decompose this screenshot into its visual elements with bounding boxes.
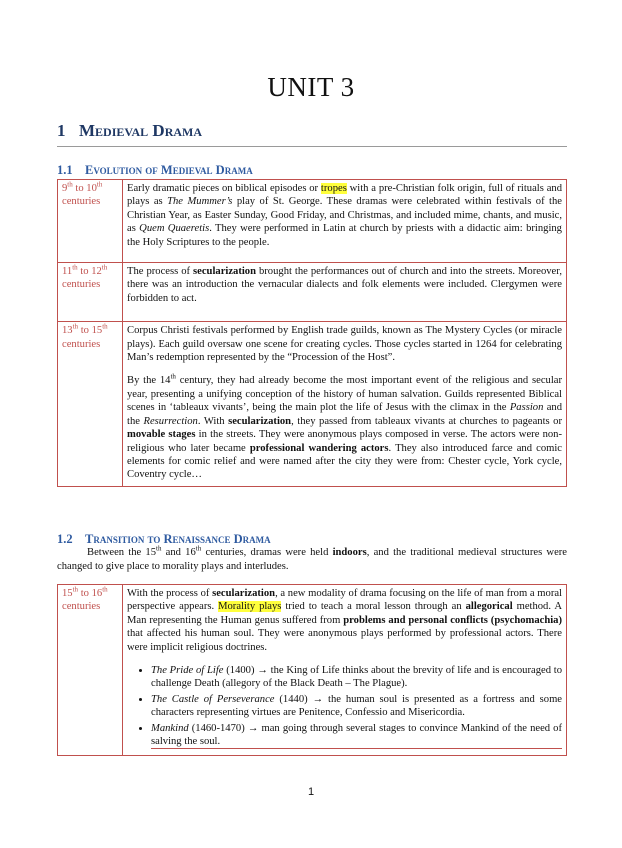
- morality-plays-list: [127, 664, 562, 749]
- period-cell: 15th to 16th centuries: [58, 585, 123, 756]
- subsection-number: 1.1: [57, 163, 73, 177]
- description-cell: The process of secularization brought the performances out of church and into the streets. Moreover, there was an introduction the vernacular dialects and folk elements were included. Clergymen were forbidden to act.: [123, 263, 567, 322]
- period-cell: 11th to 12th centuries: [58, 263, 123, 322]
- subsection-heading-transition: [57, 532, 271, 547]
- description-cell: [123, 585, 567, 756]
- list-item: • The Pride of Life (1400) → the King of Life thinks about the brevity of life and is encouraged to challenge Death (allegory of the Black Death – The Plague).: [151, 664, 562, 691]
- section-heading-medieval-drama: [57, 121, 567, 147]
- transition-table: [57, 584, 567, 756]
- list-item: • The Castle of Perseverance (1440) → the human soul is presented as a fortress and some characters representing virtues are Penitence, Confessio and Misericordia.: [151, 693, 562, 720]
- table-row: [58, 180, 567, 263]
- section-number: 1: [57, 121, 66, 140]
- paragraph: By the 14th century, they had already become the most important event of the religious and secular year, presenting a unifying conception of the history of human salvation. Guilds represented Biblical scenes in ‘tableaux vivants’, being the main plot the life of Jesus with the climax in the Passion and the Resurrection. With secularization, they passed from tableaux vivants at churches to pageants or movable stages in the streets. They were anonymous plays composed in verse. The actors were non-religious who later became professional wandering actors. They also introduced farce and comic elements for comic relief and were named after the city they were from: Chester cycle, York cycle, Coventry cycle…: [127, 372, 563, 481]
- evolution-table: [57, 179, 567, 487]
- paragraph: With the process of secularization, a new modality of drama focusing on the life of man from a moral perspective appears. Morality plays tried to teach a moral lesson through an allegorical method. A Man representing the Human genus suffered from problems and personal conflicts (psychomachia) that affected his human soul. They were anonymous plays performed by professional actors. There were implicit religious doctrines.: [127, 588, 563, 653]
- highlighted-term: Morality plays: [218, 601, 282, 613]
- subsection-number: 1.2: [57, 532, 73, 546]
- section-title: Medieval Drama: [79, 121, 203, 140]
- transition-intro: Between the 15th and 16th centuries, dramas were held indoors, and the traditional medieval structures were changed to give place to morality plays and interludes.: [57, 544, 567, 572]
- list-item: • Mankind (1460-1470) → man going through several stages to convince Mankind of the need of salving the soul.: [151, 722, 562, 750]
- page-number: 1: [307, 786, 315, 798]
- table-row: [58, 263, 567, 322]
- description-cell: Early dramatic pieces on biblical episodes or tropes with a pre-Christian folk origin, full of rituals and plays as The Mummer’s play of St. George. These dramas were celebrated within festivals of the Christian Year, as Easter Sunday, Good Friday, and Christmas, and included mime, chants, and music, as Quem Quaeretis. They were performed in Latin at church by priests with a didactic aim: bringing the Holy Scriptures to the people.: [123, 180, 567, 263]
- subsection-title: Evolution of Medieval Drama: [85, 163, 253, 177]
- description-cell: [123, 322, 567, 486]
- subsection-heading-evolution: [57, 163, 253, 178]
- unit-title: UNIT 3: [267, 72, 355, 102]
- subsection-title: Transition to Renaissance Drama: [85, 532, 271, 546]
- period-cell: 9th to 10th centuries: [58, 180, 123, 263]
- period-cell: 13th to 15th centuries: [58, 322, 123, 486]
- highlighted-term: tropes: [320, 183, 347, 194]
- paragraph: Corpus Christi festivals performed by English trade guilds, known as The Mystery Cycles (or miracle plays). Each guild oversaw one scene for creating cycles. Those cycles started in 1264 for celebrating Man’s redemption represented by the “Procession of the Host”.: [127, 325, 562, 364]
- table-row: [58, 322, 567, 486]
- table-row: [58, 585, 567, 756]
